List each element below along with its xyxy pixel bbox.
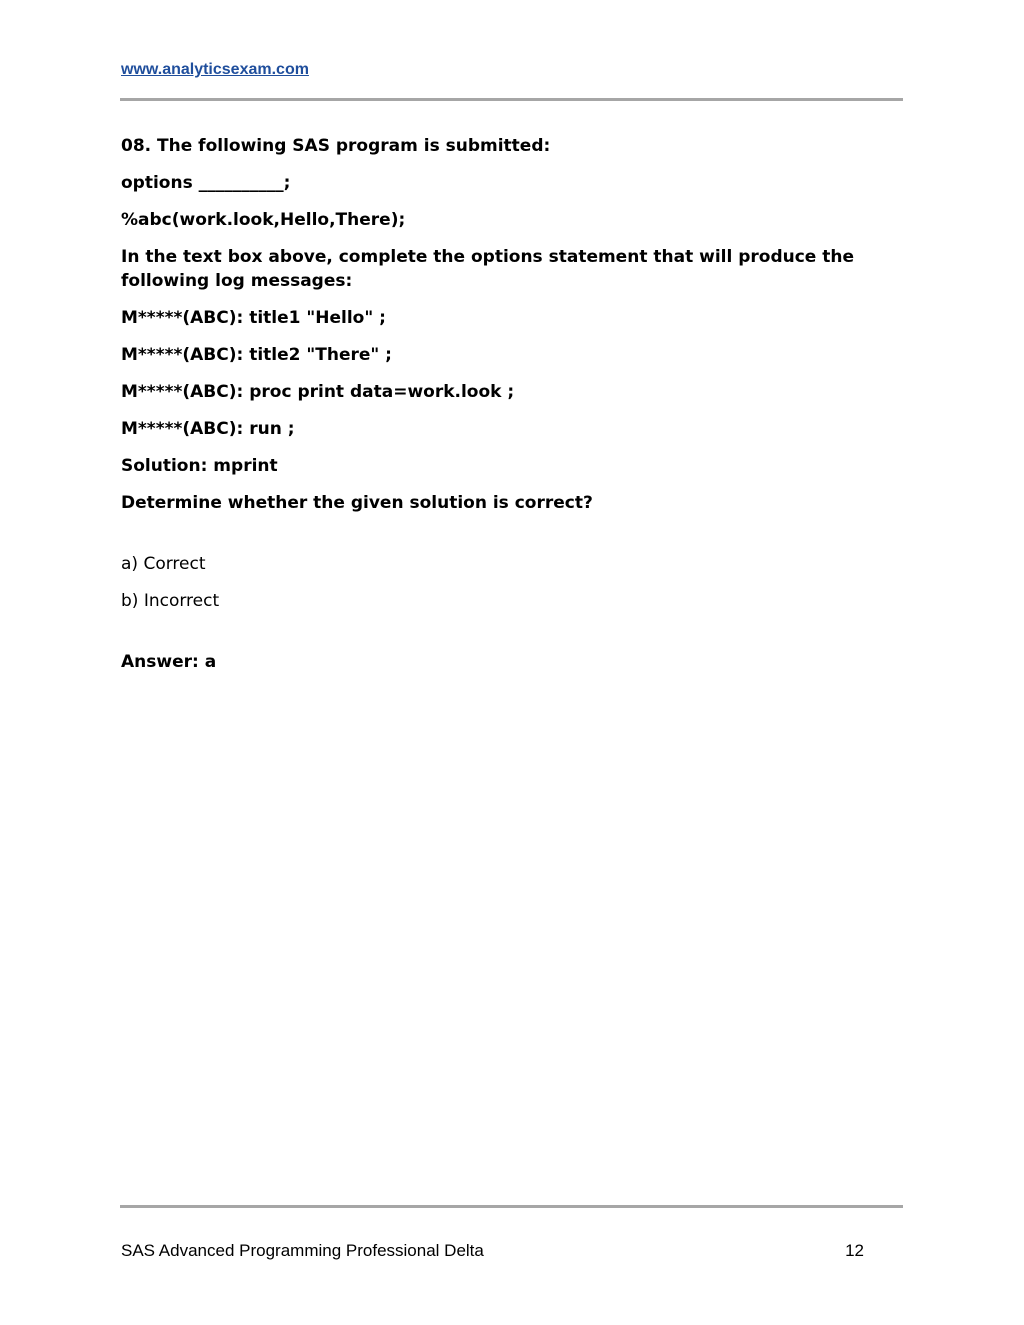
- code-line-options: options __________;: [121, 173, 291, 193]
- solution-text: Solution: mprint: [121, 456, 278, 476]
- log-message: M*****(ABC): title1 "Hello" ;: [121, 308, 386, 328]
- footer-divider: [120, 1205, 903, 1208]
- question-ask: Determine whether the given solution is correct?: [121, 493, 593, 513]
- log-message: M*****(ABC): title2 "There" ;: [121, 345, 392, 365]
- header-divider: [120, 98, 903, 101]
- answer-option-a: a) Correct: [121, 554, 206, 574]
- code-line-macro-call: %abc(work.look,Hello,There);: [121, 210, 406, 230]
- answer-option-b: b) Incorrect: [121, 591, 220, 611]
- question-prompt: 08. The following SAS program is submitted:: [121, 136, 551, 156]
- footer-title: SAS Advanced Programming Professional Delta: [121, 1241, 484, 1260]
- spacer: [121, 528, 891, 552]
- log-message: M*****(ABC): run ;: [121, 419, 295, 439]
- spacer: [121, 626, 891, 650]
- site-link[interactable]: www.analyticsexam.com: [121, 61, 309, 78]
- question-block: [121, 134, 891, 687]
- answer-text: Answer: a: [121, 652, 217, 672]
- question-instruction: In the text box above, complete the options statement that will produce the following log messages:: [121, 247, 860, 291]
- log-message: M*****(ABC): proc print data=work.look ;: [121, 382, 515, 402]
- page-number: 12: [845, 1241, 864, 1260]
